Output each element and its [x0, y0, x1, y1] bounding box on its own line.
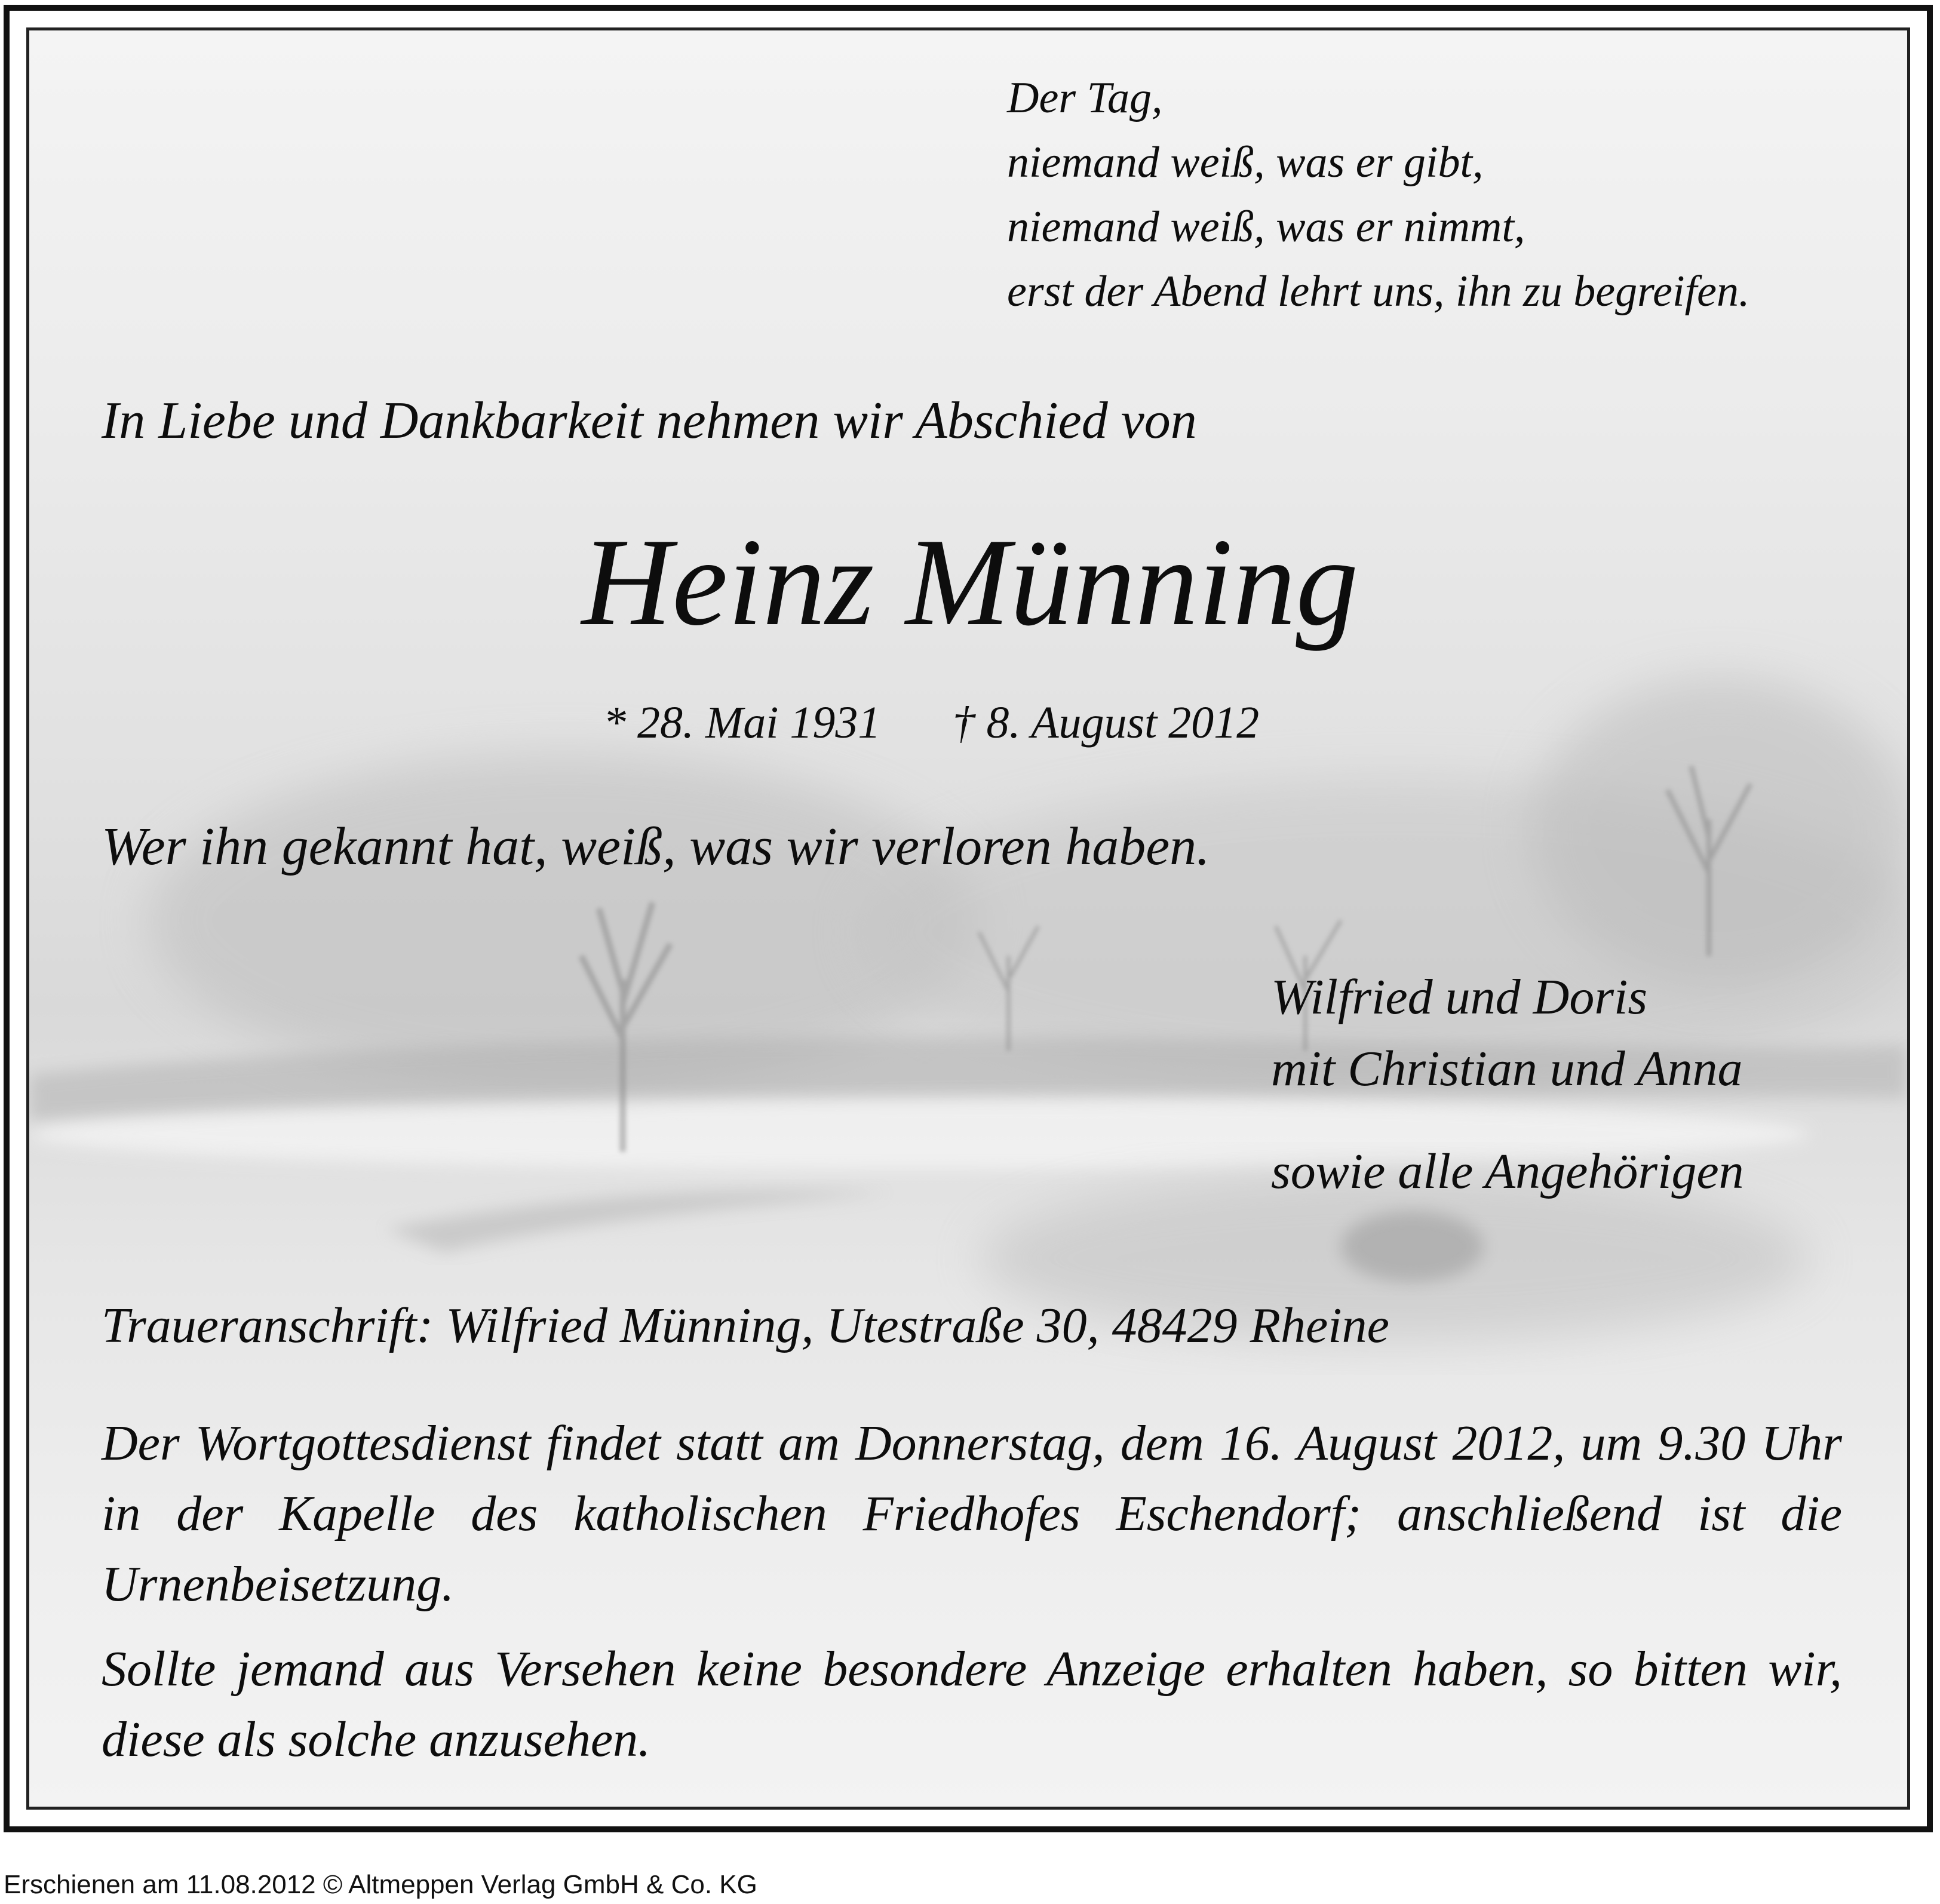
mourners-line: Wilfried und Doris	[1271, 969, 1648, 1025]
memorial-motto: Wer ihn gekannt hat, weiß, was wir verloren haben.	[102, 817, 1210, 876]
mourners-line: mit Christian und Anna	[1271, 1041, 1743, 1097]
poem-line: erst der Abend lehrt uns, ihn zu begreifen.	[1007, 267, 1750, 316]
mourners-line: sowie alle Angehörigen	[1271, 1144, 1744, 1199]
notice-paragraph: Sollte jemand aus Versehen keine besondere Anzeige erhalten haben, so bitten wir, diese als solche anzusehen.	[102, 1641, 1842, 1767]
publication-footer: Erschienen am 11.08.2012 © Altmeppen Verlag GmbH & Co. KG	[4, 1870, 757, 1899]
poem-line: niemand weiß, was er nimmt,	[1007, 202, 1525, 251]
poem-line: Der Tag,	[1007, 73, 1163, 122]
poem	[1007, 66, 1749, 324]
deceased-name: Heinz Münning	[581, 513, 1359, 652]
mourning-address: Traueranschrift: Wilfried Münning, Utestraße 30, 48429 Rheine	[102, 1298, 1389, 1353]
service-announcement: Der Wortgottesdienst findet statt am Donnerstag, dem 16. August 2012, um 9.30 Uhr in der Kapelle des katholischen Friedhofes Eschendorf; anschließend ist die Urnenbeisetzung.	[102, 1415, 1842, 1612]
life-dates	[603, 693, 1259, 753]
poem-line: niemand weiß, was er gibt,	[1007, 138, 1484, 187]
birth-date: * 28. Mai 1931	[603, 698, 881, 748]
death-date: † 8. August 2012	[952, 698, 1260, 748]
intro-line: In Liebe und Dankbarkeit nehmen wir Abschied von	[102, 392, 1197, 450]
